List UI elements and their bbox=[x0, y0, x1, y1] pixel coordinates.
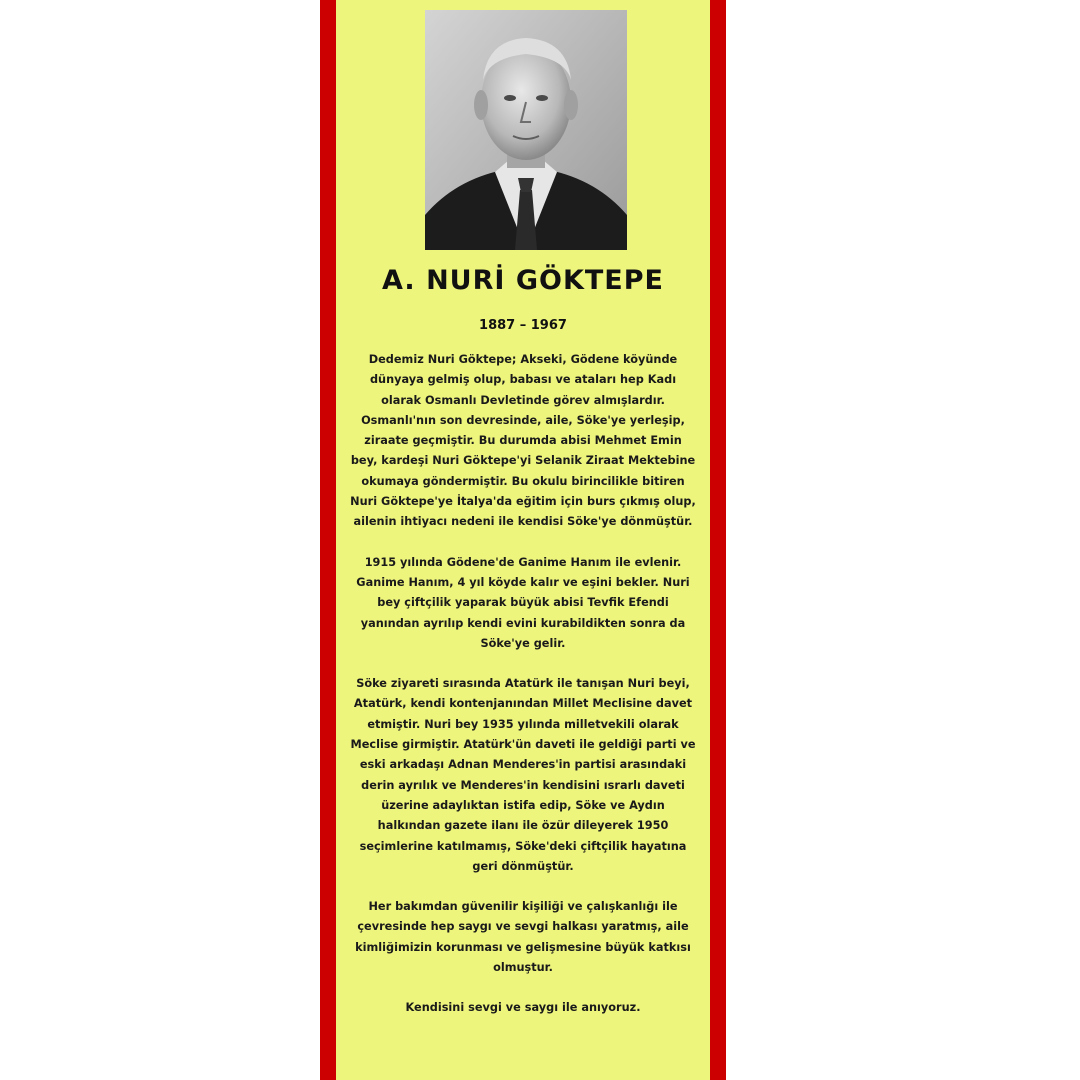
person-name: A. NURİ GÖKTEPE bbox=[382, 265, 664, 296]
biography-paragraph: Dedemiz Nuri Göktepe; Akseki, Gödene köyünde dünyaya gelmiş olup, babası ve ataları hep Kadı olarak Osmanlı Devletinde görev almışlardır. Osmanlı'nın son devresinde, aile, Söke'ye yerleşip, ziraate geçmiştir. Bu durumda abisi Mehmet Emin bey, kardeşi Nuri Göktepe'yi Selanik Ziraat Mektebine okumaya göndermiştir. Bu okulu birincilikle bitiren Nuri Göktepe'ye İtalya'da eğitim için burs çıkmış olup, ailenin ihtiyacı nedeni ile kendisi Söke'ye dönmüştür. bbox=[350, 353, 696, 529]
left-red-border bbox=[320, 0, 336, 1080]
portrait-photo bbox=[425, 10, 627, 250]
biography-text bbox=[350, 350, 696, 1039]
right-red-border bbox=[710, 0, 726, 1080]
biography-paragraph: Söke ziyareti sırasında Atatürk ile tanışan Nuri beyi, Atatürk, kendi kontenjanından Millet Meclisine davet etmiştir. Nuri bey 1935 yılında milletvekili olarak Meclise girmiştir. Atatürk'ün daveti ile geldiği parti ve eski arkadaşı Adnan Menderes'in partisi arasındaki derin ayrılık ve Menderes'in kendisini ısrarlı daveti üzerine adaylıktan istifa edip, Söke ve Aydın halkından gazete ilanı ile özür dileyerek 1950 seçimlerine katılmamış, Söke'deki çiftçilik hayatına geri dönmüştür. bbox=[350, 677, 696, 873]
closing-line: Kendisini sevgi ve saygı ile anıyoruz. bbox=[405, 1001, 641, 1015]
biography-paragraph: Her bakımdan güvenilir kişiliği ve çalışkanlığı ile çevresinde hep saygı ve sevgi halkası yaratmış, aile kimliğimizin korunması ve gelişmesine büyük katkısı olmuştur. bbox=[355, 900, 691, 975]
biography-paragraph: 1915 yılında Gödene'de Ganime Hanım ile evlenir. Ganime Hanım, 4 yıl köyde kalır ve eşini bekler. Nuri bey çiftçilik yaparak büyük abisi Tevfik Efendi yanından ayrılıp kendi evini kurabildikten sonra da Söke'ye gelir. bbox=[356, 555, 690, 650]
life-years: 1887 – 1967 bbox=[479, 318, 567, 333]
